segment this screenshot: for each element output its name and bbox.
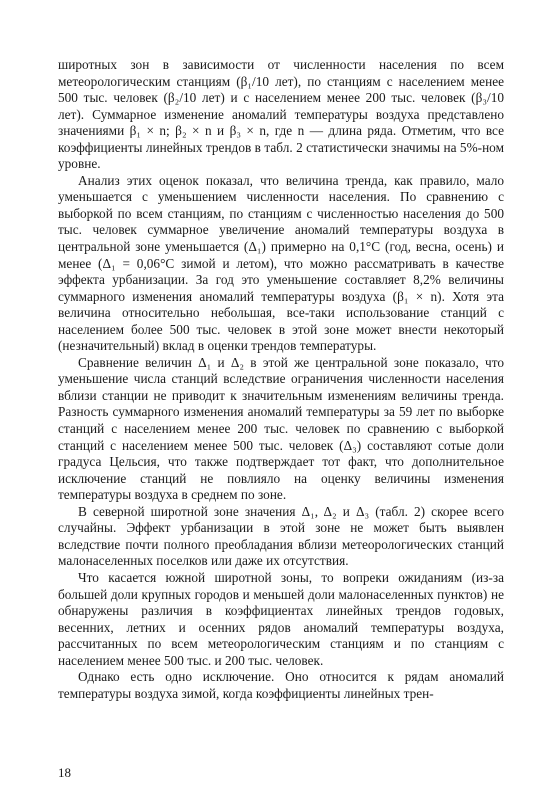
page-number: 18 <box>58 765 71 780</box>
paragraph-5: Что касается южной широтной зоны, то вопреки ожиданиям (из-за большей доли крупных городов и меньшей доли малонаселенных пунктов) не обнаружены различия в коэффициентах линейных трендов годовых, весенних, летних и осенних рядов аномалий температуры воздуха, рассчитанных по всем метеорологическим станциям и по станциям с населением менее 500 тыс. и 200 тыс. человек. <box>58 569 504 668</box>
paragraph-4: В северной широтной зоне значения Δ₁, Δ₂ и Δ₃ (табл. 2) скорее всего случайны. Эффект урбанизации в этой зоне не может быть выявлен вследствие почти полного преобладания вблизи метеорологических станций малонаселенных поселков или даже их отсутствия. <box>58 503 504 569</box>
paragraph-3: Сравнение величин Δ₁ и Δ₂ в этой же центральной зоне показало, что уменьшение числа станций вследствие ограничения численности населения вблизи станции не приводит к значительным изменениям величины тренда. Разность суммарного изменения аномалий температуры за 59 лет по выборке станций с населением менее 200 тыс. человек по сравнению с выборкой станций с населением менее 500 тыс. человек (Δ₃) составляют сотые доли градуса Цельсия, что также подтверждает тот факт, что дополнительное исключение станций не повлияло на оценку величины изменения температуры воздуха в среднем по зоне. <box>58 354 504 503</box>
paragraph-1: широтных зон в зависимости от численности населения по всем метеорологическим станциям (β₁/10 лет), по станциям с населением менее 500 тыс. человек (β₂/10 лет) и с населением менее 200 тыс. человек (β₃/10 лет). Суммарное изменение аномалий температуры воздуха представлено значениями β₁ × n; β₂ × n и β₃ × n, где n — длина ряда. Отметим, что все коэффициенты линейных трендов в табл. 2 статистически значимы на 5%-ном уровне. <box>58 57 504 172</box>
paragraph-6: Однако есть одно исключение. Оно относится к рядам аномалий температуры воздуха зимой, когда коэффициенты линейных трен- <box>58 669 504 701</box>
paragraph-2: Анализ этих оценок показал, что величина тренда, как правило, мало уменьшается с уменьшением численности населения. По сравнению с выборкой по всем станциям, по станциям с численностью населения до 500 тыс. человек суммарное увеличение аномалий температуры воздуха в центральной зоне уменьшается (Δ₁) примерно на 0,1°C (год, весна, осень) и менее (Δ₁ = 0,06°C зимой и летом), что можно рассматривать в качестве эффекта урбанизации. За год это уменьшение составляет 8,2% величины суммарного изменения аномалий температуры воздуха (β₁ × n). Хотя эта величина относительно небольшая, все-таки использование станций с населением более 500 тыс. человек в этой зоне может внести некоторый (незначительный) вклад в оценки трендов температуры. <box>58 172 504 354</box>
body-text <box>58 57 504 702</box>
